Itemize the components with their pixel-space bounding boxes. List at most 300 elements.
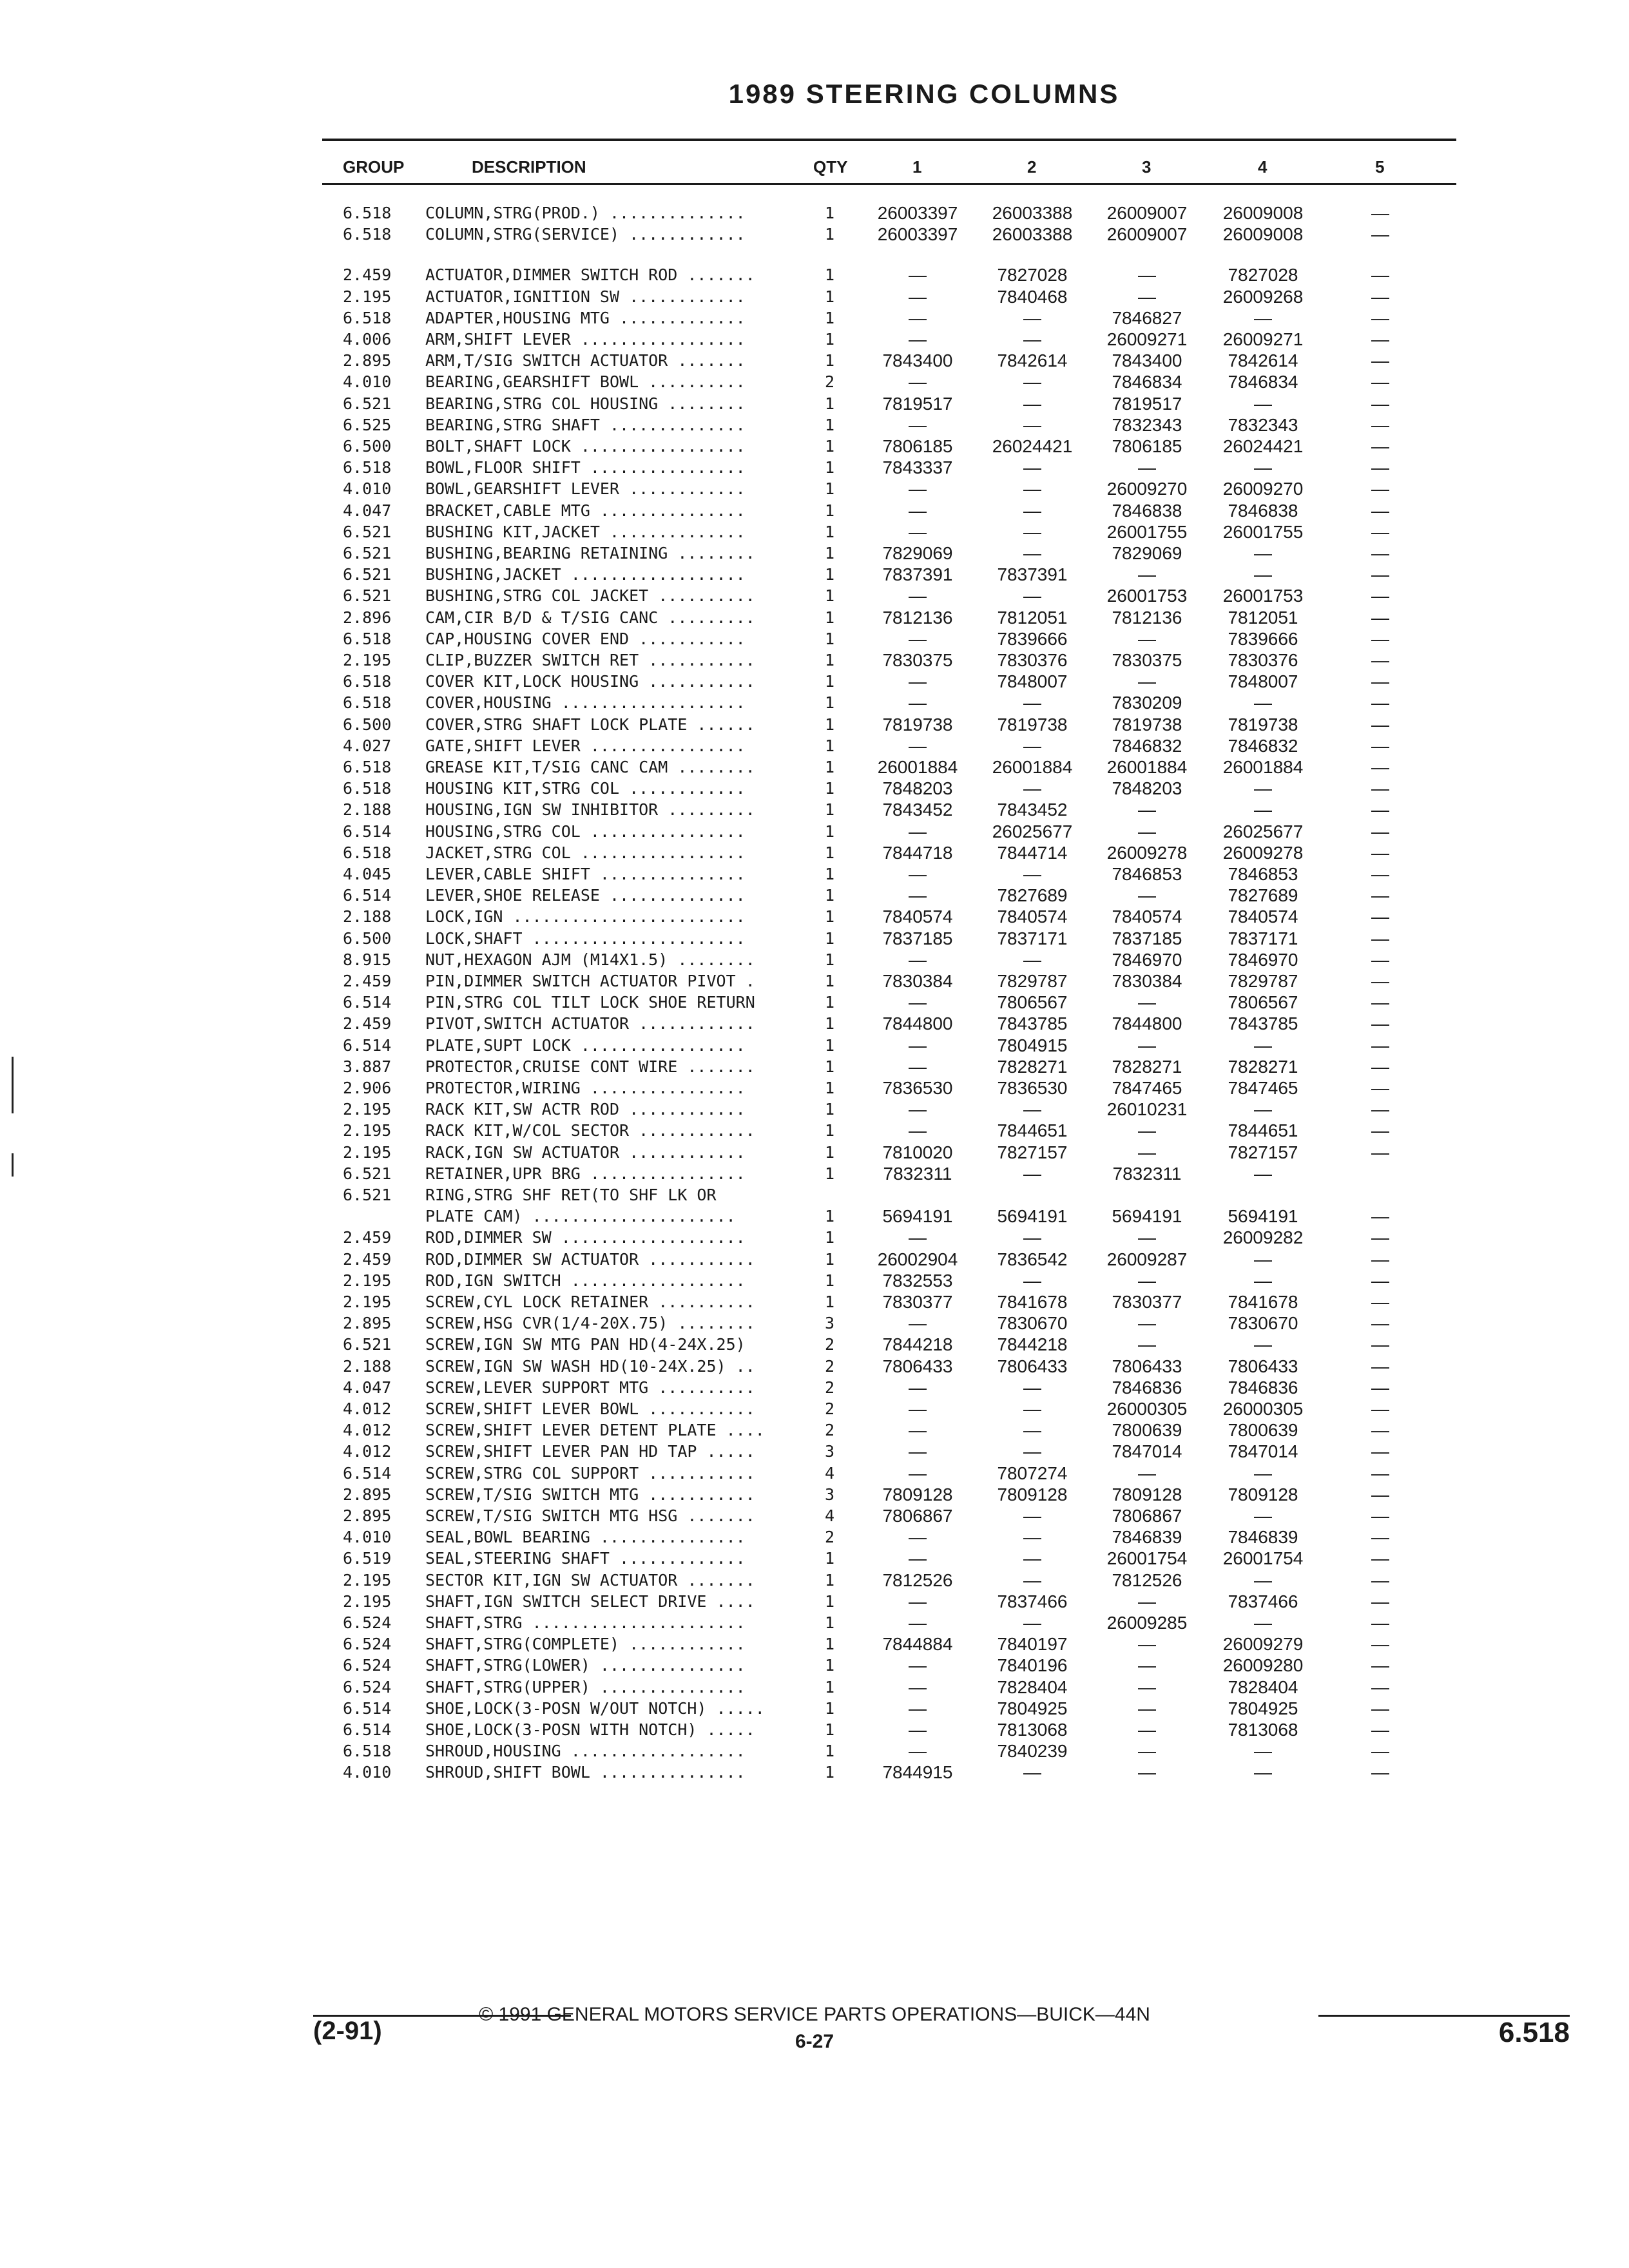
table-row (0, 286, 1629, 308)
col2-cell: 26025677 (992, 821, 1073, 841)
col1-cell: 7832311 (883, 1163, 952, 1184)
qty-cell: 1 (825, 225, 835, 244)
col4-cell: — (1254, 693, 1272, 713)
qty-cell: 2 (825, 1528, 835, 1547)
col4-cell: — (1254, 1570, 1272, 1590)
col3-cell: 7812136 (1112, 607, 1182, 628)
col2-cell: 7809128 (997, 1484, 1068, 1504)
col4-cell: 26001884 (1222, 757, 1304, 777)
table-row (0, 1035, 1629, 1057)
table-row (0, 457, 1629, 479)
col3-cell: 26009270 (1106, 479, 1188, 499)
col5-cell: — (1371, 842, 1389, 863)
table-row (0, 1677, 1629, 1698)
group-cell: 2.188 (343, 1356, 392, 1376)
table-row (0, 992, 1629, 1014)
col2-cell: 7830670 (997, 1313, 1068, 1334)
description-cell: SHAFT,STRG(COMPLETE) ............ (425, 1635, 746, 1654)
description-cell: SCREW,IGN SW WASH HD(10-24X.25) .. (425, 1356, 755, 1376)
description-cell: PROTECTOR,CRUISE CONT WIRE ....... (425, 1057, 755, 1076)
col3-cell: 7846827 (1112, 307, 1182, 328)
col5-cell: — (1371, 1698, 1389, 1718)
table-row (0, 307, 1629, 329)
col4-cell: 7847014 (1228, 1441, 1298, 1462)
col4-cell: 7828404 (1228, 1677, 1298, 1697)
group-cell: 4.047 (343, 501, 392, 520)
description-cell: GATE,SHIFT LEVER ................ (425, 736, 746, 755)
table-row (0, 1249, 1629, 1271)
qty-cell: 1 (825, 522, 835, 541)
col4-cell: — (1254, 1249, 1272, 1269)
col5-cell: — (1371, 1613, 1389, 1633)
col3-cell: 7830375 (1112, 650, 1182, 670)
col1-cell: 7843400 (882, 351, 953, 371)
col4-cell: 7848007 (1228, 671, 1298, 692)
col2-cell: 7804925 (997, 1698, 1068, 1718)
table-row (0, 478, 1629, 500)
table-row (0, 1142, 1629, 1164)
col1-cell: 7829069 (882, 543, 953, 563)
col4-cell: 7844651 (1228, 1120, 1298, 1141)
group-cell: 6.518 (343, 672, 392, 691)
col3-cell: 26010231 (1106, 1099, 1188, 1120)
group-cell: 2.195 (343, 1293, 392, 1311)
col3-cell: 7846834 (1112, 372, 1182, 392)
table-row (0, 1526, 1629, 1548)
qty-cell: 1 (825, 1164, 835, 1183)
group-cell: 6.519 (343, 1549, 392, 1568)
col4-cell: 7840574 (1228, 907, 1298, 927)
table-row (0, 735, 1629, 757)
col2-cell: 7841678 (997, 1292, 1068, 1312)
col4-cell: 26009008 (1222, 203, 1304, 223)
col2-cell: 7840239 (997, 1741, 1068, 1762)
col4-cell: — (1254, 307, 1272, 328)
description-cell: SCREW,IGN SW MTG PAN HD(4-24X.25) (425, 1335, 746, 1354)
description-cell: SCREW,SHIFT LEVER DETENT PLATE .... (425, 1421, 765, 1440)
col3-cell: — (1138, 1227, 1156, 1248)
description-cell: ARM,T/SIG SWITCH ACTUATOR ....... (425, 351, 746, 370)
col5-cell: — (1371, 543, 1389, 563)
col2-cell: — (1023, 500, 1041, 521)
group-cell: 4.010 (343, 479, 392, 499)
col1-cell: — (909, 1441, 927, 1462)
qty-cell: 1 (825, 1763, 835, 1782)
col2-cell: 7848007 (997, 671, 1068, 692)
group-cell: 2.195 (343, 1142, 392, 1162)
col1-cell: — (909, 1099, 927, 1120)
description-cell: BRACKET,CABLE MTG ............... (425, 501, 746, 520)
col1-cell: — (909, 1548, 927, 1569)
col1-cell: 7819517 (882, 393, 953, 414)
description-cell: PIN,DIMMER SWITCH ACTUATOR PIVOT . (425, 972, 755, 990)
col3-cell: 7846836 (1112, 1377, 1182, 1398)
table-row (0, 1698, 1629, 1720)
description-cell: BEARING,GEARSHIFT BOWL .......... (425, 372, 746, 392)
qty-cell: 1 (825, 779, 835, 798)
col4-cell: 7832343 (1228, 414, 1298, 435)
col1-cell: — (909, 1527, 927, 1548)
col4-cell: 26009279 (1222, 1634, 1304, 1655)
col4-cell: 7837171 (1228, 928, 1298, 948)
col5-cell: — (1371, 203, 1389, 223)
col2-cell: 26001884 (992, 757, 1073, 777)
table-row (0, 949, 1629, 971)
table-row (0, 607, 1629, 629)
col1-cell: — (909, 1655, 927, 1676)
table-row (0, 521, 1629, 543)
col2-cell: — (1023, 1399, 1041, 1419)
group-cell: 6.524 (343, 1677, 392, 1696)
table-row (0, 863, 1629, 885)
group-cell: 6.514 (343, 1035, 392, 1055)
col1-cell: — (909, 1420, 927, 1441)
col1-cell: — (909, 1613, 927, 1633)
description-cell: RING,STRG SHF RET(TO SHF LK OR (425, 1186, 717, 1204)
col1-cell: — (909, 628, 927, 649)
description-cell: SHAFT,STRG ...................... (425, 1613, 746, 1632)
col4-cell: 26009268 (1222, 286, 1304, 307)
page-title: 1989 STEERING COLUMNS (728, 79, 1120, 109)
col4-cell: 7830670 (1228, 1313, 1298, 1334)
qty-cell: 1 (825, 993, 835, 1012)
col2-cell: — (1023, 1377, 1041, 1398)
group-cell: 6.521 (343, 1186, 392, 1204)
col2-cell: 7840197 (997, 1634, 1068, 1655)
table-row (0, 543, 1629, 564)
description-cell: SHOE,LOCK(3-POSN W/OUT NOTCH) ..... (425, 1698, 765, 1718)
col1-cell: 7844800 (882, 1014, 953, 1034)
col4-cell: 26009280 (1222, 1655, 1304, 1676)
col4-cell: 7828271 (1228, 1056, 1298, 1077)
description-cell: ROD,DIMMER SW ................... (425, 1228, 746, 1247)
col4-cell: — (1254, 1334, 1272, 1355)
group-cell: 2.188 (343, 800, 392, 820)
col3-cell: 26009007 (1106, 203, 1188, 223)
qty-cell: 2 (825, 1399, 835, 1418)
description-cell: SEAL,BOWL BEARING ............... (425, 1528, 746, 1547)
qty-cell: 1 (825, 651, 835, 669)
col2-cell: — (1023, 521, 1041, 542)
col2-cell: 7819738 (997, 714, 1068, 735)
table-row (0, 928, 1629, 950)
col3-cell: — (1138, 1634, 1156, 1655)
group-cell: 6.500 (343, 928, 392, 948)
qty-cell: 1 (825, 1228, 835, 1247)
col5-cell: — (1371, 864, 1389, 884)
col2-cell: 7837391 (997, 564, 1068, 585)
col2-cell: — (1023, 778, 1041, 799)
col2-cell: — (1023, 479, 1041, 499)
col1-cell: 26003397 (877, 203, 958, 223)
col3-cell: 7840574 (1112, 907, 1182, 927)
qty-cell: 1 (825, 693, 835, 713)
col1-cell: 7812526 (882, 1570, 953, 1590)
col1-cell: — (909, 1698, 927, 1718)
col1-cell: 7809128 (882, 1484, 953, 1504)
col4-cell: 7829787 (1228, 971, 1298, 991)
col3-cell: 7837185 (1112, 928, 1182, 948)
description-cell: NUT,HEXAGON AJM (M14X1.5) ........ (425, 950, 755, 969)
description-cell: LOCK,IGN ........................ (425, 907, 746, 927)
description-cell: PLATE,SUPT LOCK ................. (425, 1035, 746, 1055)
col4-cell: 7827689 (1228, 885, 1298, 906)
table-row (0, 1441, 1629, 1463)
col4-cell: 7827157 (1228, 1142, 1298, 1162)
col3-cell: 26009287 (1106, 1249, 1188, 1269)
col3-cell: — (1138, 1741, 1156, 1762)
group-cell: 6.518 (343, 758, 392, 776)
col2-cell: 7806433 (997, 1356, 1068, 1376)
col2-cell: 26003388 (992, 203, 1073, 223)
col3-cell: 7832311 (1112, 1163, 1182, 1184)
table-row (0, 1163, 1629, 1185)
col5-cell: — (1371, 693, 1389, 713)
col5-cell: — (1371, 479, 1389, 499)
group-cell: 6.514 (343, 886, 392, 905)
col1-cell: — (909, 1463, 927, 1483)
table-row (0, 1077, 1629, 1099)
col4-cell: 7846839 (1228, 1527, 1298, 1548)
col2-cell: 26003388 (992, 224, 1073, 245)
col3-cell: 7806433 (1112, 1356, 1182, 1376)
col3-cell: — (1138, 1655, 1156, 1676)
col4-cell: — (1254, 1506, 1272, 1526)
description-cell: JACKET,STRG COL ................. (425, 843, 746, 862)
col3-cell: 26009007 (1106, 224, 1188, 245)
col5-cell: — (1371, 351, 1389, 371)
col5-cell: — (1371, 307, 1389, 328)
qty-cell: 1 (825, 1742, 835, 1761)
col5-cell: — (1371, 1142, 1389, 1162)
col5-cell: — (1371, 1377, 1389, 1398)
description-cell: CAM,CIR B/D & T/SIG CANC ......... (425, 608, 755, 627)
group-cell: 6.514 (343, 1720, 392, 1739)
table-row (0, 1227, 1629, 1249)
col3-cell: 7828271 (1112, 1056, 1182, 1077)
col3-cell: 7846853 (1112, 864, 1182, 884)
col2-cell: 7812051 (997, 607, 1068, 628)
description-cell: SHAFT,STRG(UPPER) ............... (425, 1677, 746, 1696)
col3-cell: 7847014 (1112, 1441, 1182, 1462)
col5-cell: — (1371, 1720, 1389, 1740)
group-cell: 6.524 (343, 1656, 392, 1675)
description-cell: RACK KIT,W/COL SECTOR ............ (425, 1121, 755, 1140)
table-row (0, 371, 1629, 393)
group-cell: 8.915 (343, 950, 392, 969)
col5-cell: — (1371, 521, 1389, 542)
description-cell: LEVER,SHOE RELEASE .............. (425, 886, 746, 905)
table-row (0, 1184, 1629, 1206)
col5-cell: — (1371, 1270, 1389, 1291)
table-row (0, 500, 1629, 522)
qty-cell: 1 (825, 1677, 835, 1696)
description-cell: ROD,DIMMER SW ACTUATOR ........... (425, 1249, 755, 1269)
qty-cell: 1 (825, 586, 835, 606)
col5-cell: — (1371, 1078, 1389, 1098)
group-cell: 6.521 (343, 394, 392, 413)
col3-cell: 26001755 (1106, 521, 1188, 542)
qty-cell: 2 (825, 1335, 835, 1354)
qty-cell: 2 (825, 372, 835, 392)
col2-cell: 7844714 (997, 842, 1068, 863)
col4-cell: 7827028 (1228, 265, 1298, 285)
col1-cell: — (909, 821, 927, 841)
col5-cell: — (1371, 1334, 1389, 1355)
group-cell: 2.895 (343, 1314, 392, 1333)
col5-cell: — (1371, 757, 1389, 777)
col4-cell: — (1254, 1762, 1272, 1783)
group-cell: 6.521 (343, 522, 392, 541)
col3-cell: — (1138, 1720, 1156, 1740)
col5-cell: — (1371, 992, 1389, 1013)
header-col2: 2 (1027, 157, 1037, 177)
table-row (0, 1419, 1629, 1441)
col3-cell: 7819517 (1112, 393, 1182, 414)
group-cell: 2.895 (343, 1506, 392, 1525)
col2-cell: — (1023, 393, 1041, 414)
group-cell: 3.887 (343, 1057, 392, 1076)
description-cell: COVER,STRG SHAFT LOCK PLATE ...... (425, 715, 755, 734)
col1-cell: — (909, 1056, 927, 1077)
description-cell: CLIP,BUZZER SWITCH RET ........... (425, 651, 755, 669)
group-cell: 2.195 (343, 1591, 392, 1611)
col4-cell: 7806567 (1228, 992, 1298, 1013)
col4-cell: 7841678 (1228, 1292, 1298, 1312)
description-cell: SEAL,STEERING SHAFT ............. (425, 1549, 746, 1568)
col4-cell: 7846832 (1228, 735, 1298, 756)
col5-cell: — (1371, 1035, 1389, 1055)
description-cell: RACK KIT,SW ACTR ROD ............ (425, 1100, 746, 1119)
col2-cell: 7837466 (997, 1591, 1068, 1611)
group-cell: 6.521 (343, 1164, 392, 1183)
col5-cell: — (1371, 1014, 1389, 1034)
col1-cell: — (909, 286, 927, 307)
col2-cell: 7840468 (997, 286, 1068, 307)
col2-cell: 7836530 (997, 1078, 1068, 1098)
col2-cell: — (1023, 949, 1041, 970)
qty-cell: 1 (825, 1591, 835, 1611)
col1-cell: — (909, 735, 927, 756)
col1-cell: 7810020 (882, 1142, 953, 1162)
col3-cell: 7812526 (1112, 1570, 1182, 1590)
col5-cell: — (1371, 1399, 1389, 1419)
col3-cell: 26009271 (1106, 329, 1188, 349)
description-cell: SCREW,SHIFT LEVER PAN HD TAP ..... (425, 1442, 755, 1461)
header-col3: 3 (1142, 157, 1152, 177)
qty-cell: 1 (825, 394, 835, 413)
table-row (0, 1099, 1629, 1120)
col5-cell: — (1371, 1548, 1389, 1569)
col4-cell: 26009282 (1222, 1227, 1304, 1248)
table-row (0, 202, 1629, 224)
table-row (0, 885, 1629, 907)
col5-cell: — (1371, 735, 1389, 756)
col4-cell: 7846970 (1228, 949, 1298, 970)
group-cell: 4.027 (343, 736, 392, 755)
table-row (0, 821, 1629, 843)
qty-cell: 1 (825, 950, 835, 969)
table-row (0, 628, 1629, 650)
qty-cell: 1 (825, 437, 835, 456)
description-cell: BOLT,SHAFT LOCK ................. (425, 437, 746, 456)
col2-cell: 26024421 (992, 436, 1073, 456)
description-cell: BUSHING,JACKET .................. (425, 565, 746, 584)
col3-cell: 7806867 (1112, 1506, 1182, 1526)
qty-cell: 1 (825, 865, 835, 883)
description-cell: RACK,IGN SW ACTUATOR ............ (425, 1142, 746, 1162)
col3-cell: — (1138, 1591, 1156, 1611)
col2-cell: 7844651 (997, 1120, 1068, 1141)
col3-cell: 7846839 (1112, 1527, 1182, 1548)
group-cell: 6.521 (343, 565, 392, 584)
group-cell: 2.195 (343, 1570, 392, 1590)
col3-cell: 26009278 (1106, 842, 1188, 863)
col5-cell: — (1371, 564, 1389, 585)
description-cell: COVER KIT,LOCK HOUSING ........... (425, 672, 755, 691)
col5-cell: — (1371, 628, 1389, 649)
qty-cell: 1 (825, 800, 835, 820)
description-cell: ACTUATOR,IGNITION SW ............ (425, 287, 746, 306)
group-cell: 4.012 (343, 1421, 392, 1440)
qty-cell: 1 (825, 736, 835, 755)
col2-cell: — (1023, 372, 1041, 392)
description-cell: ROD,IGN SWITCH .................. (425, 1271, 746, 1290)
margin-mark (12, 1057, 14, 1113)
qty-cell: 1 (825, 565, 835, 584)
qty-cell: 1 (825, 1271, 835, 1290)
col2-cell: 7830376 (997, 650, 1068, 670)
col3-cell: 7846970 (1112, 949, 1182, 970)
group-cell: 6.500 (343, 715, 392, 734)
col3-cell: — (1138, 885, 1156, 906)
col1-cell: 7806433 (882, 1356, 953, 1376)
col1-cell: — (909, 1591, 927, 1611)
table-row (0, 1270, 1629, 1292)
col3-cell: — (1138, 1463, 1156, 1483)
col1-cell: — (909, 885, 927, 906)
col3-cell: 7830209 (1112, 693, 1182, 713)
description-cell: SCREW,SHIFT LEVER BOWL ........... (425, 1399, 755, 1418)
col5-cell: — (1371, 778, 1389, 799)
description-cell: SCREW,STRG COL SUPPORT ........... (425, 1463, 755, 1483)
col2-cell: 7842614 (997, 351, 1068, 371)
col2-cell: 7813068 (997, 1720, 1068, 1740)
qty-cell: 1 (825, 758, 835, 776)
col2-cell: — (1023, 1548, 1041, 1569)
description-cell: SCREW,T/SIG SWITCH MTG ........... (425, 1485, 755, 1504)
col1-cell: — (909, 949, 927, 970)
qty-cell: 1 (825, 843, 835, 862)
col2-cell: — (1023, 1163, 1041, 1184)
col4-cell: — (1254, 800, 1272, 820)
col2-cell: 7828271 (997, 1056, 1068, 1077)
table-row (0, 264, 1629, 286)
qty-cell: 1 (825, 1720, 835, 1739)
group-cell: 2.195 (343, 1100, 392, 1119)
col3-cell: 5694191 (1112, 1206, 1182, 1227)
qty-cell: 1 (825, 1293, 835, 1311)
col2-cell: — (1023, 1762, 1041, 1783)
col5-cell: — (1371, 971, 1389, 991)
group-cell: 6.518 (343, 843, 392, 862)
table-row (0, 970, 1629, 992)
qty-cell: 1 (825, 907, 835, 927)
qty-cell: 2 (825, 1421, 835, 1440)
col5-cell: — (1371, 265, 1389, 285)
col4-cell: — (1254, 1035, 1272, 1055)
col5-cell: — (1371, 1741, 1389, 1762)
